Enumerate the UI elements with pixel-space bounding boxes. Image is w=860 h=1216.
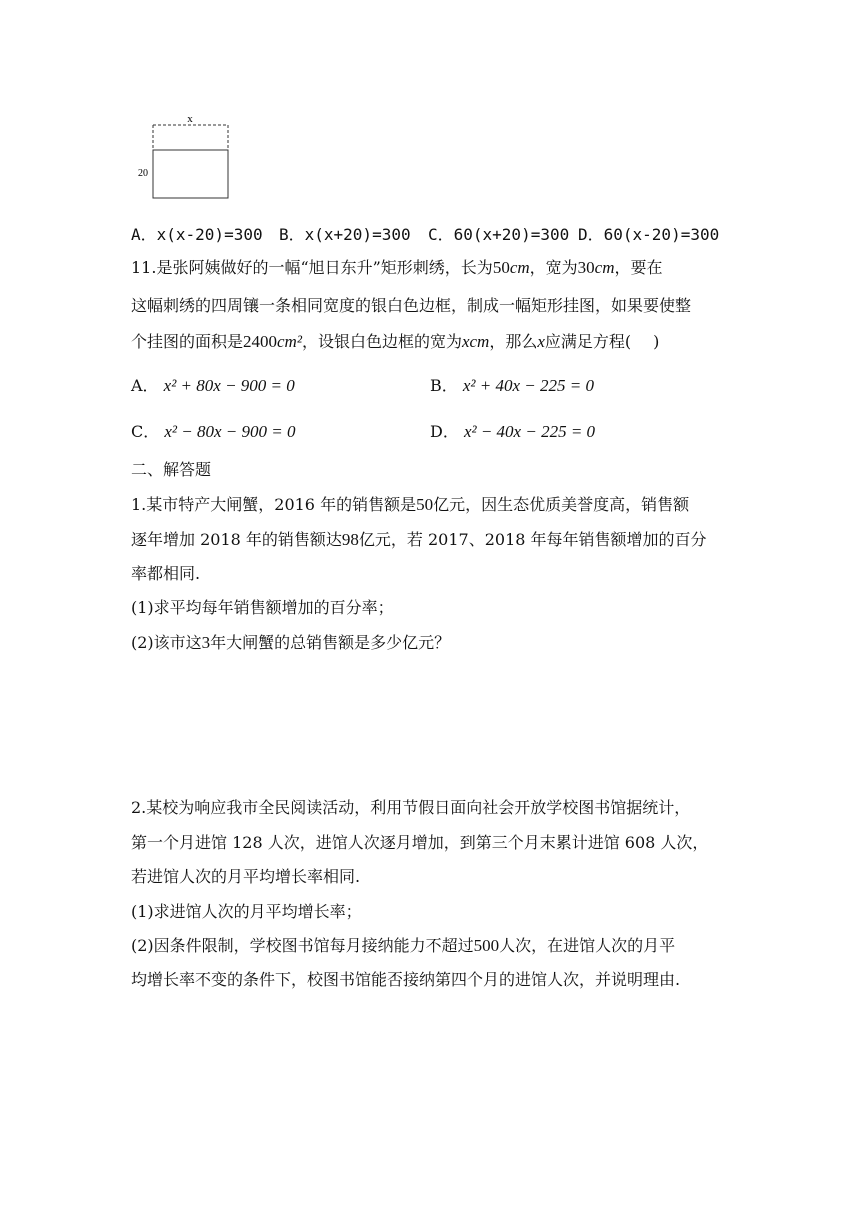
p2-question-1: (1)求进馆人次的月平均增长率； [131, 902, 362, 921]
p1-line-3: 率都相同. [131, 564, 201, 583]
p1-question-2: (2)该市这3年大闸蟹的总销售额是多少亿元？ [131, 633, 451, 652]
q11-line-3: 个挂图的面积是2400cm²，设银白色边框的宽为xcm，那么x应满足方程( ) [131, 332, 660, 351]
rectangle-figure [136, 112, 236, 202]
p1-question-1: (1)求平均每年销售额增加的百分率； [131, 598, 394, 617]
q11-line-1: 11.是张阿姨做好的一幅“旭日东升”矩形刺绣，长为50cm，宽为30cm，要在 [131, 258, 663, 277]
p2-question-2-line-2: 均增长率不变的条件下，校图书馆能否接纳第四个月的进馆人次，并说明理由. [131, 970, 681, 989]
area-value: 2400 [243, 332, 278, 351]
length-value: 50 [492, 258, 510, 277]
q11-line-2: 这幅刺绣的四周镶一条相同宽度的银白色边框，制成一幅矩形挂图，如果要使整 [131, 296, 692, 315]
figure-side-label: 20 [138, 168, 148, 179]
width-value: 30 [577, 258, 595, 277]
p2-line-3: 若进馆人次的月平均增长率相同. [131, 867, 361, 886]
p1-line-1: 1.某市特产大闸蟹，2016 年的销售额是50亿元，因生态优质美誉度高，销售额 [131, 495, 690, 514]
q10-option-b: B．x(x+20)=300 [279, 225, 411, 244]
figure-top-label: x [187, 113, 193, 125]
q11-option-c: C． x² − 80x − 900 = 0 [131, 422, 296, 441]
p1-line-2: 逐年增加 2018 年的销售额达98亿元，若 2017、2018 年每年销售额增加的百分 [131, 530, 707, 549]
q10-option-d: D．60(x-20)=300 [578, 225, 720, 244]
p2-line-1: 2.某校为响应我市全民阅读活动，利用节假日面向社会开放学校图书馆据统计， [131, 798, 691, 817]
q10-option-a: A．x(x-20)=300 [131, 225, 263, 244]
q11-option-a: A． x² + 80x − 900 = 0 [131, 376, 295, 395]
q11-option-b: B． x² + 40x − 225 = 0 [430, 376, 594, 395]
q11-option-d: D． x² − 40x − 225 = 0 [430, 422, 596, 441]
p2-question-2: (2)因条件限制，学校图书馆每月接纳能力不超过500人次，在进馆人次的月平 [131, 936, 676, 955]
p2-line-2: 第一个月进馆 128 人次，进馆人次逐月增加，到第三个月末累计进馆 608 人次， [131, 833, 709, 852]
section-title: 二、解答题 [131, 460, 212, 479]
q10-option-c: C．60(x+20)=300 [428, 225, 570, 244]
